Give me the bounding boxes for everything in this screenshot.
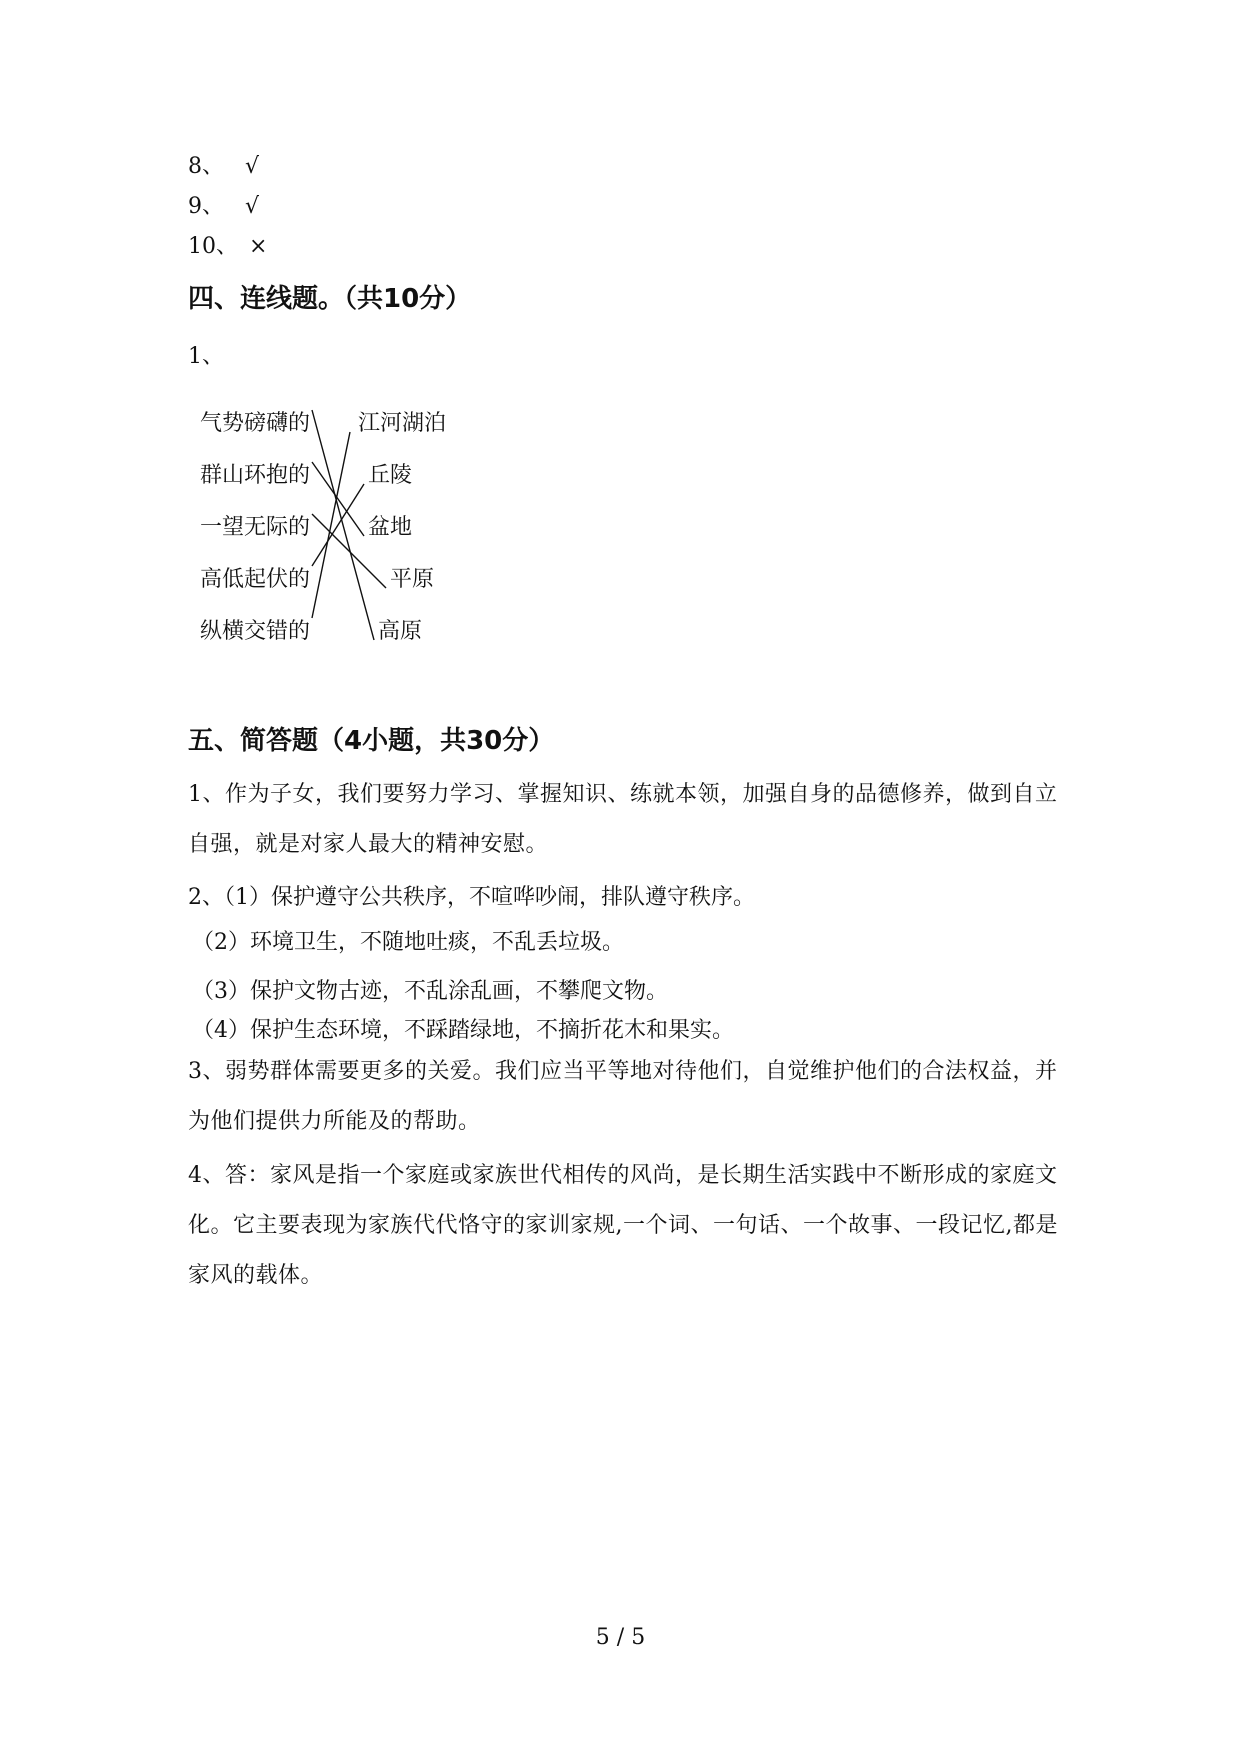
- section-4-heading: 四、连线题。（共10分）: [188, 284, 472, 314]
- left-item: 高低起伏的: [200, 567, 311, 592]
- answer-2-sub-3: （3）保护文物古迹，不乱涂乱画，不攀爬文物。: [192, 979, 668, 1004]
- matching-diagram: [200, 400, 500, 660]
- left-item: 纵横交错的: [200, 619, 311, 644]
- left-labels: [200, 411, 310, 644]
- left-item: 气势磅礴的: [200, 411, 311, 436]
- judgment-item-10: [188, 232, 267, 262]
- section-4-item-label: 1、: [188, 344, 224, 369]
- answer-2-sub-4: （4）保护生态环境，不踩踏绿地，不摘折花木和果实。: [192, 1018, 734, 1043]
- judgment-item-9: [188, 192, 259, 222]
- answer-4: 4、答：家风是指一个家庭或家族世代相传的风尚，是长期生活实践中不断形成的家庭文化。它主要表现为家族代代恪守的家训家规,一个词、一句话、一个故事、一段记忆,都是家风的载体。: [188, 1163, 1058, 1288]
- answer-2-intro: 2、（1）保护遵守公共秩序，不喧哗吵闹，排队遵守秩序。: [188, 885, 755, 910]
- section-5-heading: 五、简答题（4小题，共30分）: [188, 726, 555, 756]
- check-mark: √: [245, 154, 260, 179]
- page-number: 5 / 5: [595, 1625, 646, 1650]
- answer-3: 3、弱势群体需要更多的关爱。我们应当平等地对待他们，自觉维护他们的合法权益，并为他们提供力所能及的帮助。: [188, 1059, 1058, 1134]
- right-item: 平原: [390, 567, 435, 592]
- right-item: 丘陵: [368, 463, 413, 488]
- match-line: [312, 410, 374, 640]
- left-item: 群山环抱的: [200, 463, 311, 488]
- judgment-item-8: [188, 152, 259, 182]
- right-labels: [358, 411, 446, 644]
- item-number: 9、: [188, 194, 224, 219]
- match-line: [312, 432, 350, 618]
- right-item: 盆地: [368, 515, 413, 540]
- right-item: 高原: [378, 619, 423, 644]
- left-item: 一望无际的: [200, 515, 311, 540]
- cross-mark: ×: [249, 234, 268, 259]
- right-item: 江河湖泊: [358, 411, 447, 436]
- answer-1: 1、作为子女，我们要努力学习、掌握知识、练就本领，加强自身的品德修养，做到自立自强，就是对家人最大的精神安慰。: [188, 782, 1058, 857]
- item-number: 8、: [188, 154, 224, 179]
- answer-2-sub-2: （2）环境卫生，不随地吐痰，不乱丢垃圾。: [192, 930, 624, 955]
- check-mark: √: [245, 194, 260, 219]
- item-number: 10、: [188, 234, 238, 259]
